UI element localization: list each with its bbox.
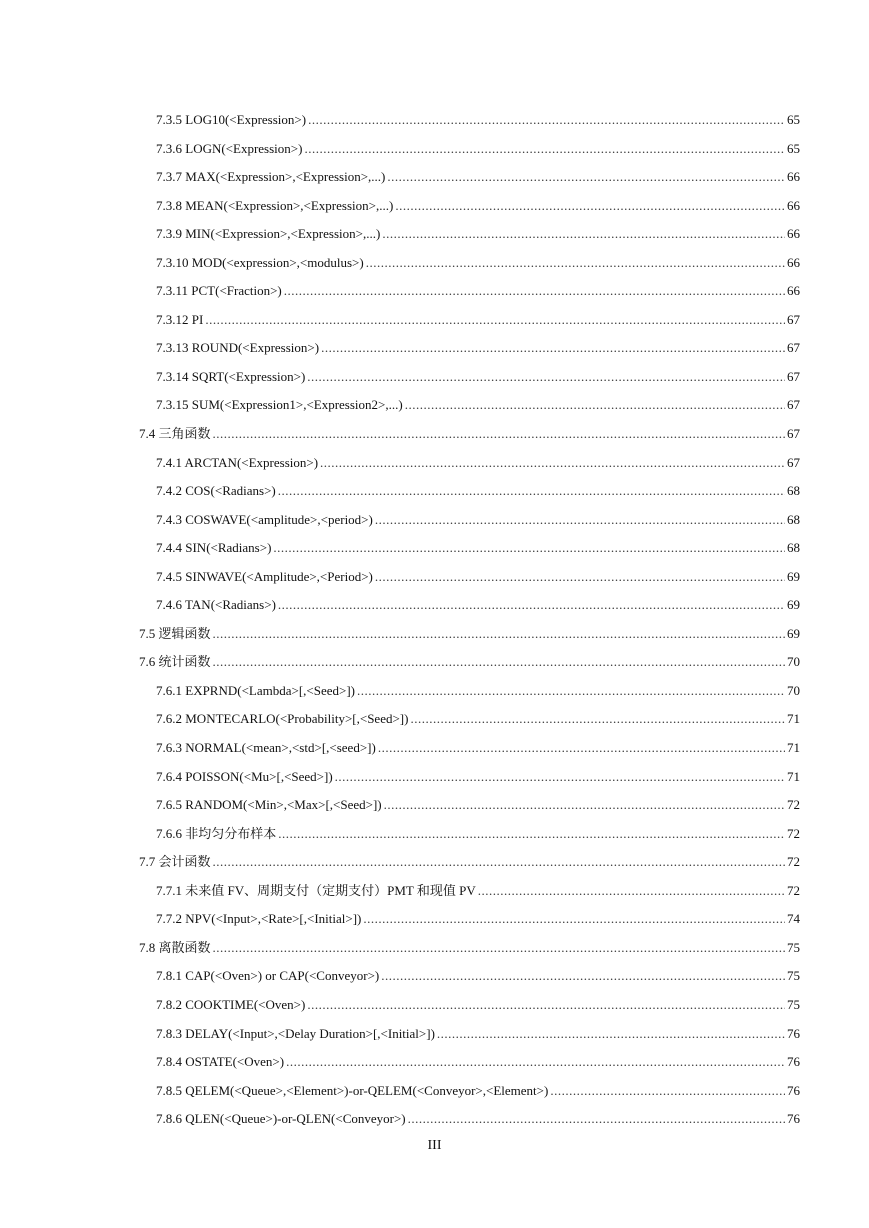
toc-entry-page: 72 [787,882,800,898]
toc-entry-title: 7.6.2 MONTECARLO(<Probability>[,<Seed>]) [156,711,409,727]
toc-entry-page: 66 [787,283,800,299]
toc-subsection-entry[interactable] [0,677,869,706]
toc-dot-leader [278,477,785,506]
toc-entry-page: 66 [787,254,800,270]
toc-section-entry[interactable] [0,420,869,449]
toc-entry-title: 7.8.6 QLEN(<Queue>)-or-QLEN(<Conveyor>) [156,1111,406,1127]
toc-subsection-entry[interactable] [0,334,869,363]
toc-dot-leader [375,563,785,592]
toc-subsection-entry[interactable] [0,877,869,906]
toc-dot-leader [213,848,785,877]
toc-entry-title: 7.3.10 MOD(<expression>,<modulus>) [156,254,364,270]
toc-subsection-entry[interactable] [0,591,869,620]
toc-entry-page: 67 [787,426,800,442]
toc-entry-page: 71 [787,740,800,756]
toc-entry-page: 76 [787,1025,800,1041]
toc-entry-title: 7.4.2 COS(<Radians>) [156,483,276,499]
toc-dot-leader [278,820,785,849]
toc-entry-page: 68 [787,511,800,527]
toc-entry-title: 7.5 逻辑函数 [139,625,211,641]
toc-entry-page: 72 [787,825,800,841]
toc-entry-title: 7.8.5 QELEM(<Queue>,<Element>)-or-QELEM(<Conveyor>,<Element>) [156,1082,549,1098]
toc-entry-title: 7.6.3 NORMAL(<mean>,<std>[,<seed>]) [156,740,376,756]
toc-entry-title: 7.3.14 SQRT(<Expression>) [156,368,306,384]
toc-entry-page: 65 [787,140,800,156]
toc-dot-leader [384,791,785,820]
toc-dot-leader [278,591,785,620]
toc-dot-leader [304,135,785,164]
toc-subsection-entry[interactable] [0,820,869,849]
page-number: III [427,1138,442,1153]
toc-subsection-entry[interactable] [0,163,869,192]
toc-dot-leader [408,1105,785,1134]
toc-entry-title: 7.8.3 DELAY(<Input>,<Delay Duration>[,<Initial>]) [156,1025,435,1041]
toc-entry-page: 72 [787,797,800,813]
toc-dot-leader [395,192,785,221]
toc-entry-page: 70 [787,682,800,698]
toc-dot-leader [405,391,785,420]
toc-dot-leader [366,249,785,278]
toc-dot-leader [381,962,785,991]
toc-dot-leader [307,363,785,392]
toc-subsection-entry[interactable] [0,477,869,506]
toc-dot-leader [213,648,785,677]
toc-entry-page: 76 [787,1082,800,1098]
toc-subsection-entry[interactable] [0,905,869,934]
toc-entry-page: 72 [787,854,800,870]
toc-entry-page: 71 [787,711,800,727]
toc-subsection-entry[interactable] [0,1077,869,1106]
toc-dot-leader [321,334,785,363]
toc-entry-title: 7.3.9 MIN(<Expression>,<Expression>,...) [156,226,381,242]
toc-entry-page: 68 [787,540,800,556]
toc-dot-leader [320,449,785,478]
toc-subsection-entry[interactable] [0,449,869,478]
toc-entry-title: 7.4 三角函数 [139,426,211,442]
toc-entry-title: 7.7.1 未来值 FV、周期支付（定期支付）PMT 和现值 PV [156,882,476,898]
toc-entry-page: 67 [787,368,800,384]
toc-entry-title: 7.4.4 SIN(<Radians>) [156,540,272,556]
toc-entry-page: 75 [787,939,800,955]
toc-section-entry[interactable] [0,620,869,649]
toc-subsection-entry[interactable] [0,791,869,820]
toc-entry-page: 65 [787,112,800,127]
toc-entry-page: 69 [787,597,800,613]
toc-dot-leader [478,877,785,906]
toc-dot-leader [284,277,785,306]
toc-entry-title: 7.7 会计函数 [139,854,211,870]
toc-subsection-entry[interactable] [0,534,869,563]
toc-dot-leader [410,705,785,734]
toc-dot-leader [213,420,785,449]
toc-subsection-entry[interactable] [0,1020,869,1049]
toc-dot-leader [375,506,785,535]
toc-entry-title: 7.3.6 LOGN(<Expression>) [156,140,303,156]
toc-entry-title: 7.8.4 OSTATE(<Oven>) [156,1054,285,1070]
toc-entry-title: 7.3.15 SUM(<Expression1>,<Expression2>,...) [156,397,403,413]
toc-dot-leader [308,106,785,135]
toc-dot-leader [357,677,785,706]
toc-subsection-entry[interactable] [0,734,869,763]
toc-entry-page: 66 [787,197,800,213]
toc-entry-page: 67 [787,454,800,470]
toc-subsection-entry[interactable] [0,506,869,535]
toc-entry-page: 67 [787,397,800,413]
toc-entry-page: 75 [787,996,800,1012]
toc-dot-leader [213,934,785,963]
toc-subsection-entry[interactable] [0,1105,869,1134]
toc-entry-page: 69 [787,625,800,641]
toc-subsection-entry[interactable] [0,1048,869,1077]
toc-section-entry[interactable] [0,934,869,963]
toc-subsection-entry[interactable] [0,962,869,991]
toc-subsection-entry[interactable] [0,135,869,164]
toc-dot-leader [213,620,785,649]
toc-entry-title: 7.7.2 NPV(<Input>,<Rate>[,<Initial>]) [156,911,362,927]
toc-entry-title: 7.4.5 SINWAVE(<Amplitude>,<Period>) [156,568,373,584]
toc-entry-title: 7.6 统计函数 [139,654,211,670]
toc-entry-title: 7.3.11 PCT(<Fraction>) [156,283,282,299]
toc-entry-title: 7.8.1 CAP(<Oven>) or CAP(<Conveyor>) [156,968,380,984]
toc-entry-title: 7.3.5 LOG10(<Expression>) [156,112,307,127]
toc-subsection-entry[interactable] [0,763,869,792]
toc-entry-title: 7.3.12 PI [156,311,204,327]
toc-dot-leader [437,1020,785,1049]
toc-subsection-entry[interactable] [0,363,869,392]
toc-entry-page: 67 [787,311,800,327]
toc-entry-title: 7.3.13 ROUND(<Expression>) [156,340,320,356]
toc-entry-title: 7.4.6 TAN(<Radians>) [156,597,276,613]
toc-entry-title: 7.3.7 MAX(<Expression>,<Expression>,...) [156,169,386,185]
toc-subsection-entry[interactable] [0,705,869,734]
toc-entry-page: 74 [787,911,800,927]
toc-dot-leader [550,1077,785,1106]
toc-subsection-entry[interactable] [0,563,869,592]
toc-dot-leader [286,1048,785,1077]
toc-entry-page: 75 [787,968,800,984]
toc-subsection-entry[interactable] [0,249,869,278]
toc-entry-title: 7.4.3 COSWAVE(<amplitude>,<period>) [156,511,373,527]
toc-section-entry[interactable] [0,848,869,877]
toc-subsection-entry[interactable] [0,220,869,249]
toc-entry-title: 7.6.4 POISSON(<Mu>[,<Seed>]) [156,768,333,784]
toc-dot-leader [335,763,785,792]
toc-dot-leader [363,905,785,934]
toc-entry-title: 7.4.1 ARCTAN(<Expression>) [156,454,319,470]
toc-entry-page: 66 [787,226,800,242]
toc-entry-page: 68 [787,483,800,499]
toc-entry-title: 7.8.2 COOKTIME(<Oven>) [156,996,306,1012]
toc-entry-title: 7.6.1 EXPRND(<Lambda>[,<Seed>]) [156,682,356,698]
toc-entry-page: 76 [787,1054,800,1070]
toc-entry-page: 66 [787,169,800,185]
toc-section-entry[interactable] [0,648,869,677]
toc-dot-leader [273,534,785,563]
toc-subsection-entry[interactable] [0,192,869,221]
toc-entry-title: 7.6.6 非均匀分布样本 [156,825,277,841]
toc-entry-page: 67 [787,340,800,356]
toc-entry-page: 76 [787,1111,800,1127]
toc-dot-leader [387,163,785,192]
table-of-contents [0,106,869,1134]
toc-subsection-entry[interactable] [0,277,869,306]
toc-entry-title: 7.6.5 RANDOM(<Min>,<Max>[,<Seed>]) [156,797,382,813]
toc-entry-page: 70 [787,654,800,670]
toc-entry-title: 7.8 离散函数 [139,939,211,955]
toc-subsection-entry[interactable] [0,106,869,135]
toc-entry-page: 69 [787,568,800,584]
toc-dot-leader [307,991,785,1020]
toc-dot-leader [382,220,785,249]
toc-subsection-entry[interactable] [0,991,869,1020]
toc-entry-title: 7.3.8 MEAN(<Expression>,<Expression>,...) [156,197,394,213]
toc-dot-leader [205,306,785,335]
toc-entry-page: 71 [787,768,800,784]
toc-subsection-entry[interactable] [0,391,869,420]
toc-subsection-entry[interactable] [0,306,869,335]
toc-dot-leader [378,734,785,763]
